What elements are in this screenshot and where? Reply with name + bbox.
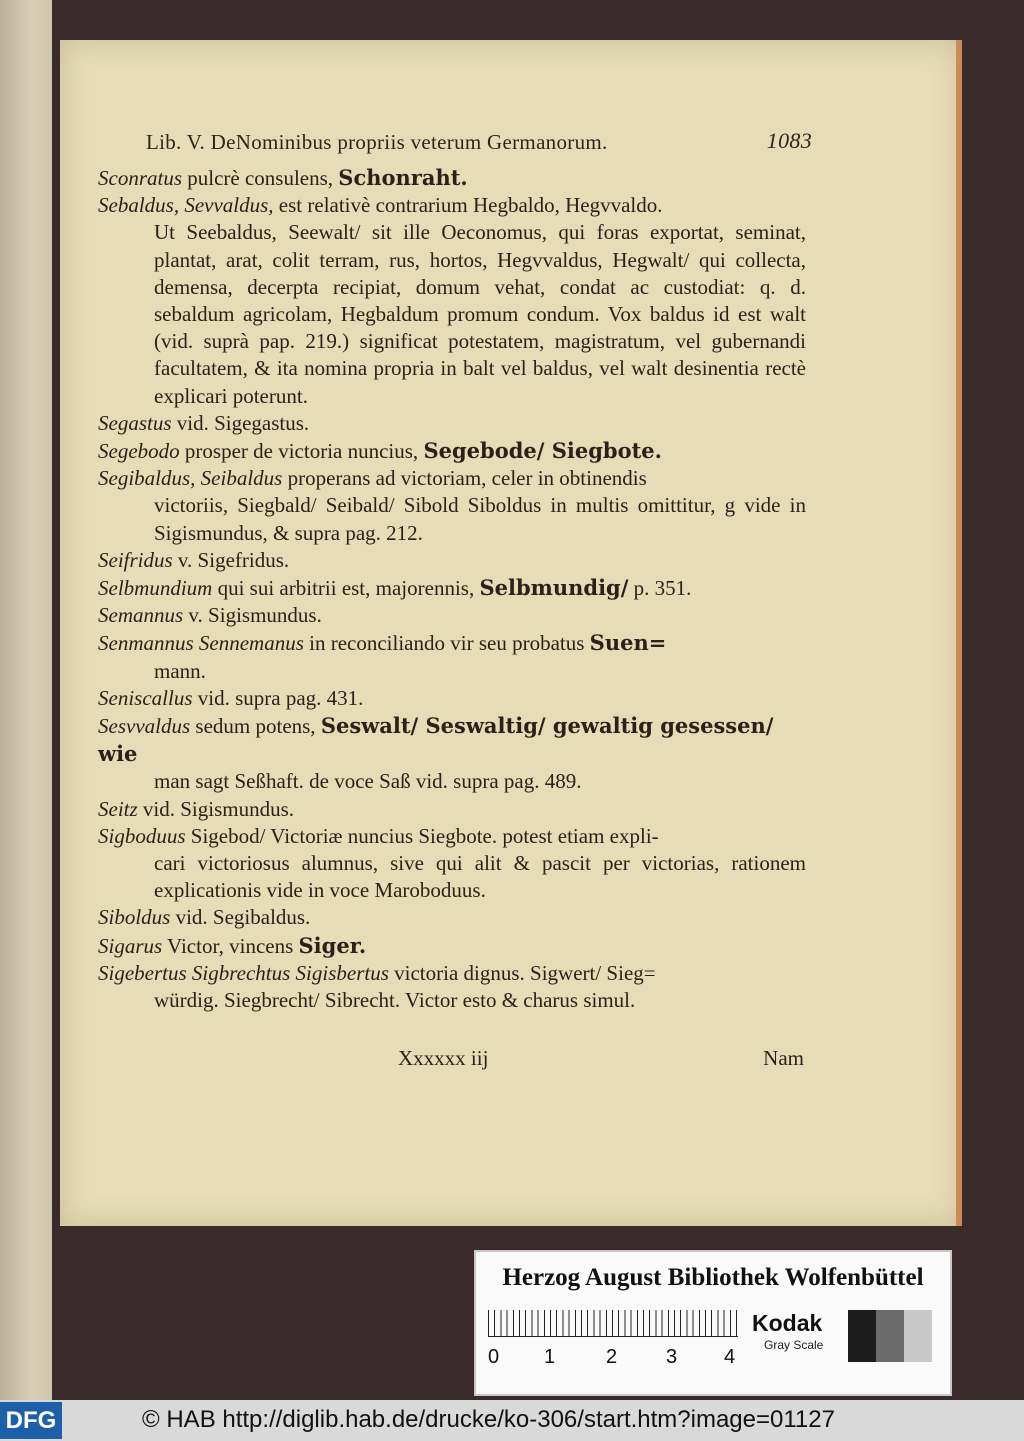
catchline (98, 1046, 806, 1074)
entry-german-form: Segebode/ Siegbote. (423, 438, 662, 464)
kodak-logo: Kodak (752, 1310, 823, 1336)
page-text (98, 164, 806, 1014)
entry-first-line (98, 410, 806, 437)
entry-first-line (98, 932, 806, 960)
entry-lemma: Seniscallus (98, 685, 193, 710)
entry-first-line (98, 796, 806, 823)
entry (98, 712, 806, 796)
entry-lemma: Sebaldus, Sevvaldus, (98, 193, 274, 218)
entry-german-form: Schonraht. (338, 165, 468, 190)
page-number: 1083 (766, 128, 812, 153)
entry-first-line (98, 465, 806, 492)
entry (98, 904, 806, 931)
entry (98, 602, 806, 629)
library-scale-label (474, 1250, 952, 1396)
entry-gloss: vid. supra pag. 431. (192, 685, 364, 710)
entry-german-form: Siger. (298, 932, 367, 958)
entry (98, 685, 806, 712)
entry-first-line (98, 629, 806, 657)
gray-swatch-light (904, 1310, 932, 1362)
ruler-number: 3 (666, 1346, 678, 1368)
entry-lemma: Semannus (98, 603, 184, 628)
entry-first-line (98, 823, 806, 850)
entry-lemma: Sigebertus Sigbrechtus Sigisbertus (98, 960, 389, 985)
previous-page-edge (0, 0, 52, 1400)
signature-mark: Xxxxxx iij (398, 1046, 489, 1070)
entry (98, 547, 806, 574)
entry-german-form: Seswalt/ Seswaltig/ gewaltig gesessen/ wie (98, 713, 774, 767)
entry-gloss: Sigebod/ Victoriæ nuncius Siegbote. potest etiam expli- (185, 823, 659, 848)
entry-first-line (98, 904, 806, 931)
page-header (146, 126, 812, 160)
entry-gloss: vid. Sigismundus. (137, 796, 295, 821)
entry-first-line (98, 602, 806, 629)
ruler-number: 1 (544, 1346, 556, 1368)
entry-continuation: victoriis, Siegbald/ Seibald/ Sibold Siboldus in multis omittitur, g vide in Sigismundus, & supra pag. 212. (154, 493, 806, 545)
entry-lemma: Sigboduus (98, 823, 186, 848)
catchword: Nam (763, 1046, 804, 1070)
entry-gloss: sedum potens, (190, 714, 321, 739)
entry (98, 192, 806, 410)
entry-lemma: Seitz (98, 796, 138, 821)
footer-bar (0, 1400, 1024, 1441)
entry-continuation: mann. (154, 658, 206, 683)
entry-continuation: würdig. Siegbrecht/ Sibrecht. Victor esto & charus simul. (154, 988, 636, 1013)
entry-german-form: Selbmundig/ (479, 575, 629, 601)
entry (98, 465, 806, 547)
entry-continuation: Ut Seebaldus, Seewalt/ sit ille Oeconomus, qui foras exportat, seminat, plantat, arat, colit terram, rus, hortos, Hegvvaldus, Hegwalt/ qui collecta, demensa, decerpta recipiat, domum vehat, condat ac custodiat: q. d. sebaldum agricolam, Hegbaldum promum condum. Vox baldus id est walt (vid. suprà pap. 219.) significat potestatem, magistratum, vel gubernandi facultatem, & ita nomina propria in balt vel baldus, vel walt desinentia rectè explicari poterunt. (154, 220, 806, 408)
entry-first-line (98, 547, 806, 574)
entry-reference: p. 351. (628, 576, 692, 601)
entry-gloss: v. Sigefridus. (172, 547, 290, 572)
entry-lemma: Selbmundium (98, 576, 213, 601)
entry-german-form: Suen= (589, 630, 667, 656)
entry-continuation: cari victoriosus alumnus, sive qui alit & pascit per victorias, rationem explicationis vide in voce Maroboduus. (154, 851, 806, 903)
entry-first-line (98, 192, 806, 219)
entry-lemma: Siboldus (98, 905, 171, 930)
entry-lemma: Segastus (98, 410, 172, 435)
entry-first-line (98, 712, 806, 768)
gray-swatch-mid (876, 1310, 904, 1362)
entry (98, 164, 806, 192)
entry (98, 796, 806, 823)
entry-lemma: Sigarus (98, 933, 163, 958)
entry (98, 574, 806, 602)
entry-gloss: victoria dignus. Sigwert/ Sieg= (388, 960, 656, 985)
entry-gloss: prosper de victoria nuncius, (179, 439, 424, 464)
entry-lemma: Segebodo (98, 439, 180, 464)
ruler-ticks (488, 1310, 738, 1337)
entry-gloss: pulcrè consulens, (182, 166, 339, 190)
gray-scale-label: Gray Scale (764, 1338, 824, 1352)
entry-lemma: Senmannus Sennemanus (98, 631, 304, 656)
ruler-scale (488, 1310, 738, 1366)
library-name: Herzog August Bibliothek Wolfenbüttel (502, 1264, 924, 1291)
entry (98, 410, 806, 437)
entry (98, 629, 806, 684)
dfg-logo: DFG (0, 1402, 62, 1439)
entry-gloss: vid. Segibaldus. (170, 905, 311, 930)
entry-gloss: qui sui arbitrii est, majorennis, (212, 576, 480, 601)
running-title: Lib. V. DeNominibus propriis veterum Germanorum. (146, 130, 608, 154)
ruler-number: 2 (606, 1346, 618, 1368)
entry-first-line (98, 574, 806, 602)
entry-first-line (98, 437, 806, 465)
ruler-number: 4 (724, 1346, 736, 1368)
entry-lemma: Sesvvaldus (98, 714, 191, 739)
entry-gloss: vid. Sigegastus. (171, 410, 310, 435)
entry-lemma: Segibaldus, Seibaldus (98, 466, 283, 491)
entry-gloss: est relativè contrarium Hegbaldo, Hegvvaldo. (273, 193, 663, 218)
entry-continuation: man sagt Seßhaft. de voce Saß vid. supra pag. 489. (154, 769, 582, 794)
entry-first-line (98, 960, 806, 987)
entry (98, 932, 806, 960)
entry (98, 960, 806, 1014)
entry-gloss: in reconciliando vir seu probatus (303, 631, 590, 656)
entry-gloss: v. Sigismundus. (183, 603, 322, 628)
entry-first-line (98, 164, 806, 192)
entry-lemma: Seifridus (98, 547, 173, 572)
ruler-number: 0 (488, 1346, 500, 1368)
copyright-link[interactable]: © HAB http://diglib.hab.de/drucke/ko-306/start.htm?image=01127 (142, 1406, 835, 1433)
entry (98, 437, 806, 465)
entry-gloss: properans ad victoriam, celer in obtinendis (282, 466, 647, 491)
gray-swatch-dark (848, 1310, 876, 1362)
entry-lemma: Sconratus (98, 166, 182, 190)
entry-first-line (98, 685, 806, 712)
entry (98, 823, 806, 905)
entry-gloss: Victor, vincens (162, 933, 299, 958)
